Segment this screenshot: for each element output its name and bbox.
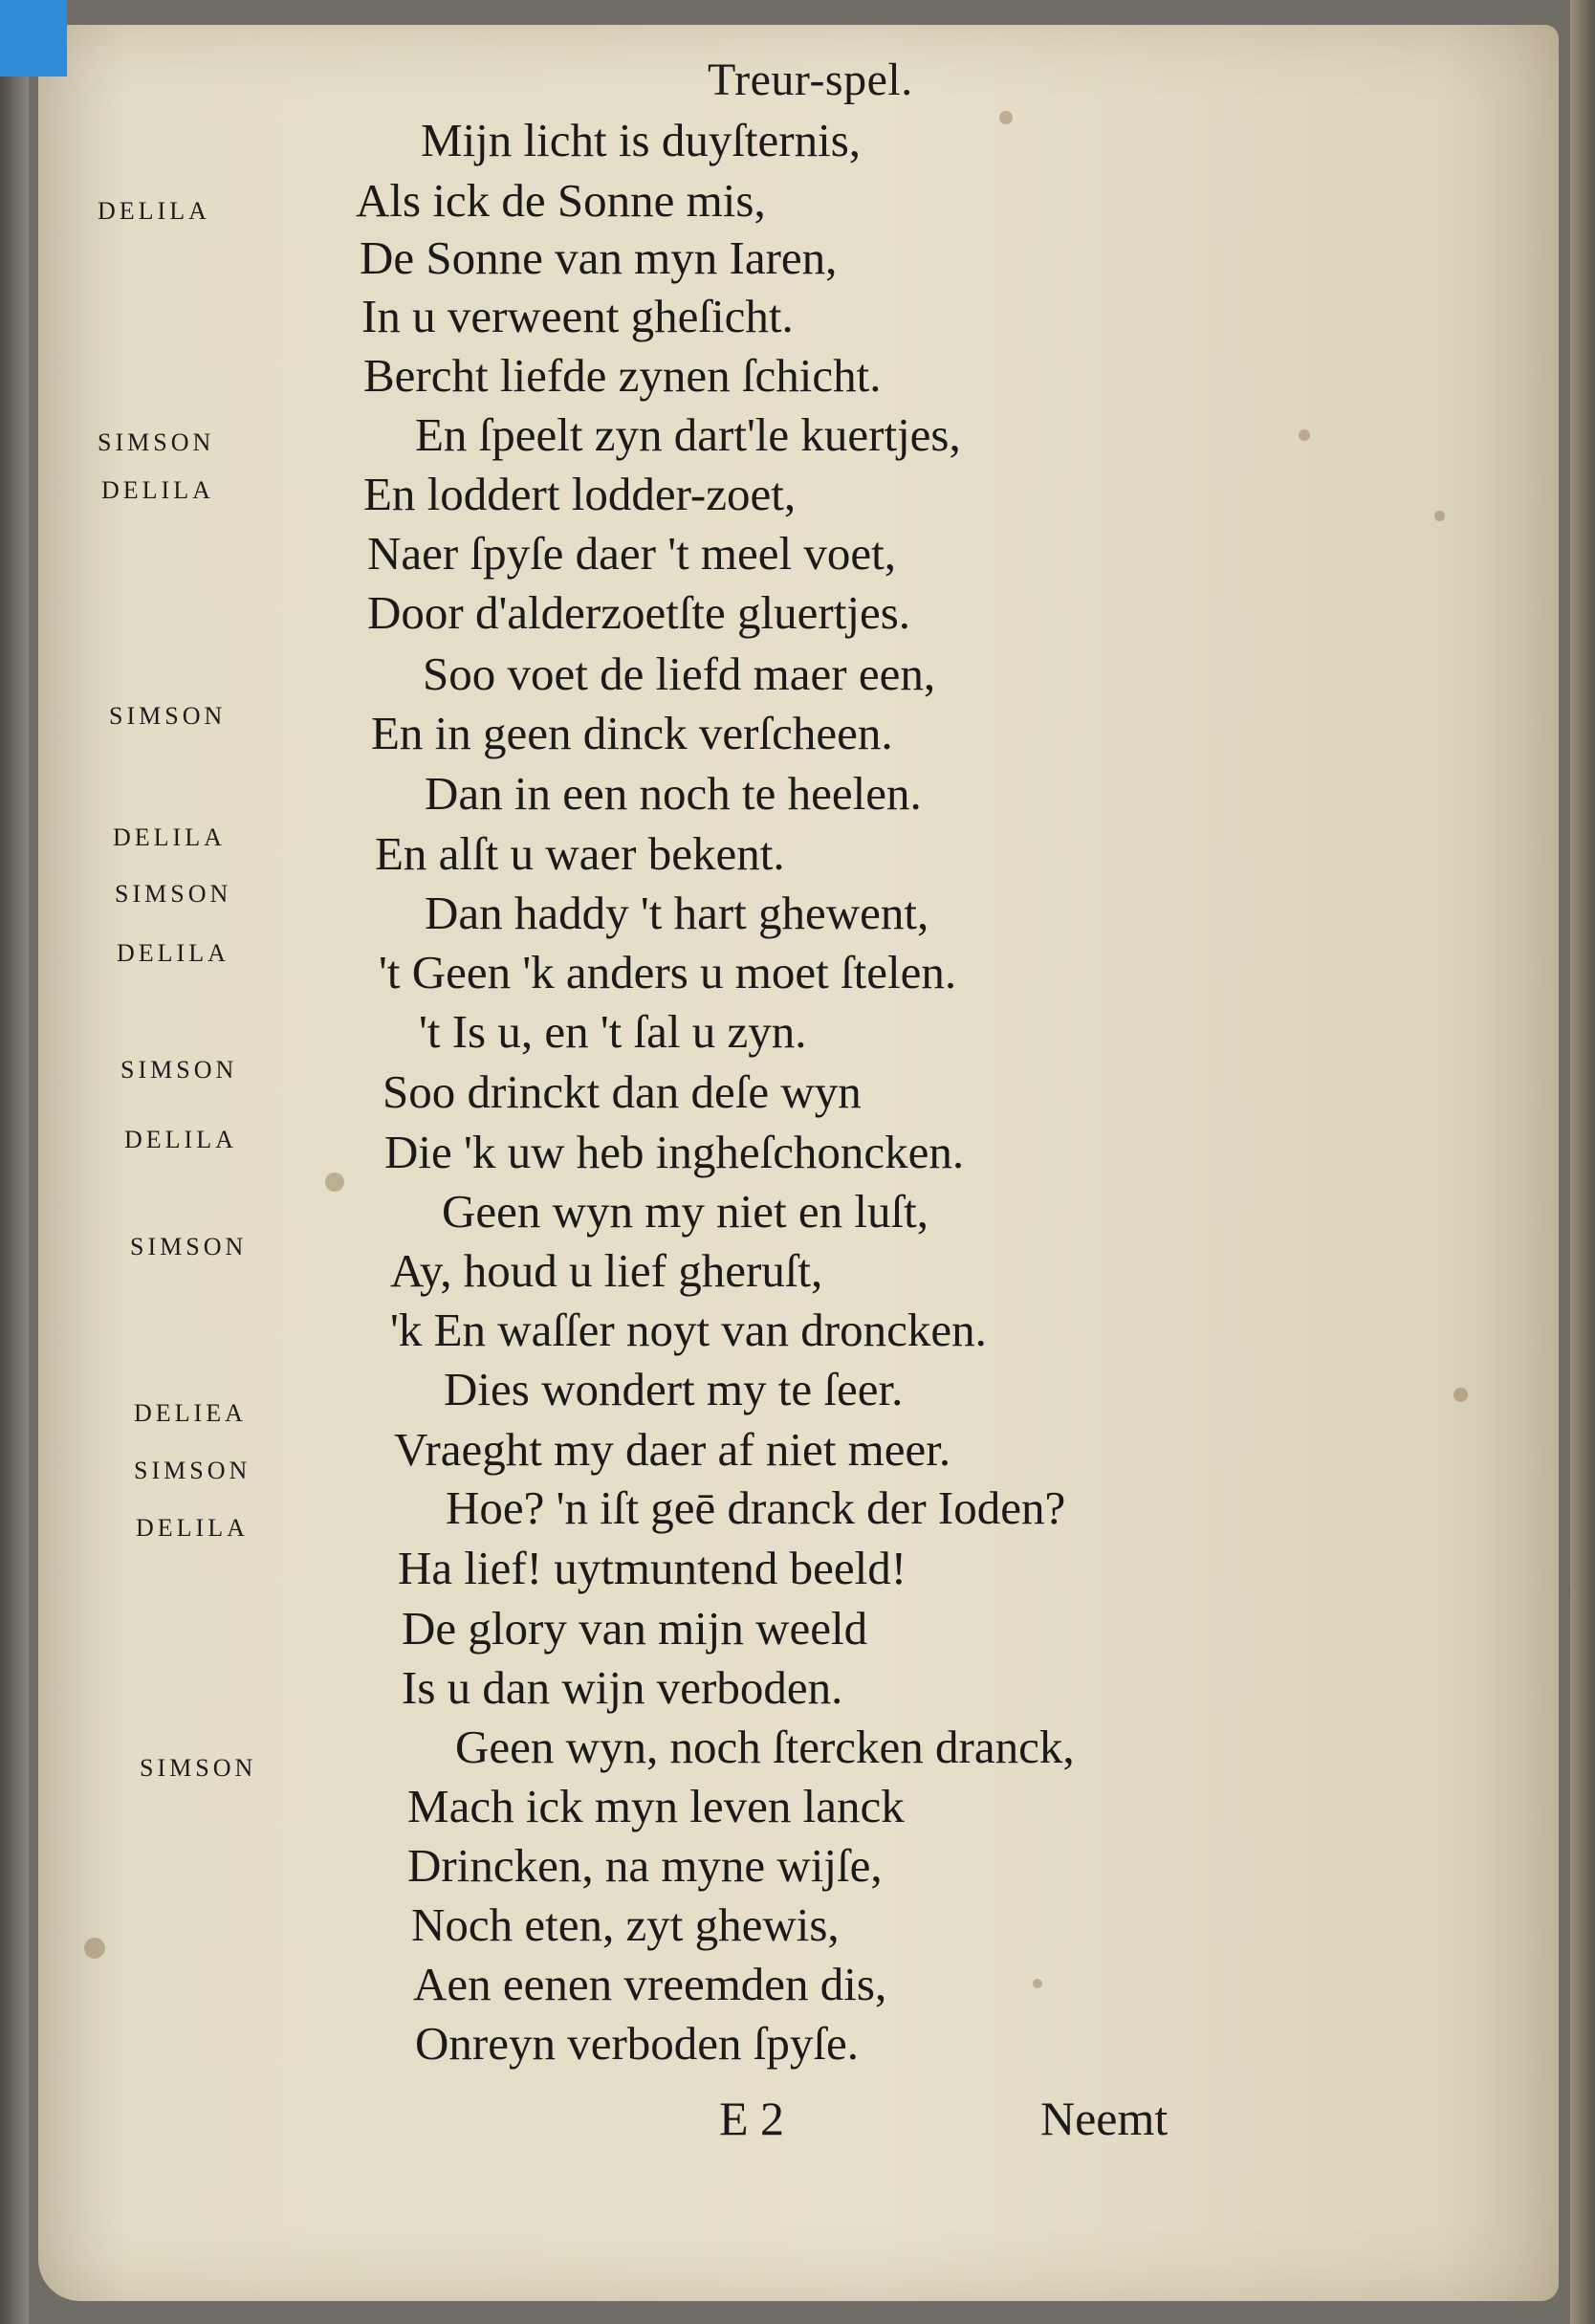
verse-line: Ay, houd u lief gheruſt, (390, 1244, 823, 1297)
verse-line: Die 'k uw heb ingheſchoncken. (384, 1126, 965, 1178)
verse-line: De Sonne van myn Iaren, (360, 231, 838, 284)
verse-line: Door d'alderzoetſte gluertjes. (367, 586, 911, 639)
verse-line: Als ick de Sonne mis, (356, 174, 766, 227)
verse-line: Onreyn verboden ſpyſe. (415, 2017, 859, 2070)
verse-line: Mijn licht is duyſternis, (421, 114, 862, 166)
verse-line: Dies wondert my te ſeer. (444, 1363, 904, 1415)
foxing-spot (325, 1173, 344, 1192)
book-page (38, 25, 1559, 2301)
verse-line: En loddert lodder-zoet, (363, 468, 797, 520)
speaker-label: DELILA (117, 939, 229, 967)
verse-line: Soo drinckt dan deſe wyn (382, 1065, 862, 1118)
speaker-label: SIMSON (109, 702, 227, 730)
verse-line: En alſt u waer bekent. (375, 827, 785, 880)
speaker-label: SIMSON (120, 1056, 238, 1084)
verse-line: Bercht liefde zynen ſchicht. (363, 349, 882, 402)
speaker-label: DELILA (101, 476, 214, 504)
verse-line: Ha lief! uytmuntend beeld! (398, 1542, 907, 1594)
speaker-label: DELILA (136, 1514, 249, 1542)
speaker-label: SIMSON (134, 1457, 251, 1484)
speaker-label: SIMSON (130, 1233, 248, 1261)
verse-line: In u verweent gheſicht. (361, 290, 794, 342)
signature-mark: E 2 (719, 2092, 785, 2145)
verse-line: Naer ſpyſe daer 't meel voet, (367, 527, 897, 580)
verse-line: Mach ick myn leven lanck (407, 1780, 905, 1832)
speaker-label: DELIEA (134, 1399, 247, 1427)
running-title: Treur-spel. (708, 55, 913, 105)
verse-line: Dan in een noch te heelen. (425, 767, 922, 820)
verse-line: 't Geen 'k anders u moet ſtelen. (379, 946, 957, 998)
speaker-label: SIMSON (98, 428, 215, 456)
speaker-label: DELILA (98, 197, 210, 225)
verse-line: Is u dan wijn verboden. (402, 1661, 843, 1714)
foxing-spot (1033, 1979, 1042, 1988)
verse-line: Geen wyn my niet en luſt, (442, 1185, 929, 1238)
verse-line: En in geen dinck verſcheen. (371, 707, 893, 759)
verse-line: Vraeght my daer af niet meer. (394, 1423, 951, 1476)
foxing-spot (1299, 429, 1310, 441)
book-gutter (0, 77, 29, 2324)
verse-line: Drincken, na myne wijſe, (407, 1839, 883, 1892)
foxing-spot (1453, 1388, 1468, 1402)
catchword: Neemt (1040, 2092, 1169, 2145)
verse-line: Geen wyn, noch ſtercken dranck, (455, 1721, 1075, 1773)
verse-line: En ſpeelt zyn dart'le kuertjes, (415, 408, 961, 461)
foxing-spot (84, 1938, 105, 1959)
foxing-spot (999, 111, 1013, 124)
verse-line: Aen eenen vreemden dis, (413, 1958, 887, 2010)
verse-line: De glory van mijn weeld (402, 1602, 868, 1655)
speaker-label: DELILA (124, 1126, 237, 1153)
verse-line: 't Is u, en 't ſal u zyn. (419, 1005, 807, 1058)
page-edge (1570, 0, 1595, 2324)
speaker-label: SIMSON (115, 880, 232, 908)
verse-line: 'k En waſſer noyt van droncken. (390, 1304, 987, 1356)
verse-line: Hoe? 'n iſt geē dranck der Ioden? (446, 1481, 1066, 1534)
verse-line: Soo voet de liefd maer een, (423, 647, 936, 700)
verse-line: Noch eten, zyt ghewis, (411, 1898, 840, 1951)
verse-line: Dan haddy 't hart ghewent, (425, 887, 929, 939)
speaker-label: SIMSON (140, 1754, 257, 1782)
speaker-label: DELILA (113, 823, 226, 851)
foxing-spot (1434, 511, 1445, 521)
background-corner (0, 0, 67, 77)
